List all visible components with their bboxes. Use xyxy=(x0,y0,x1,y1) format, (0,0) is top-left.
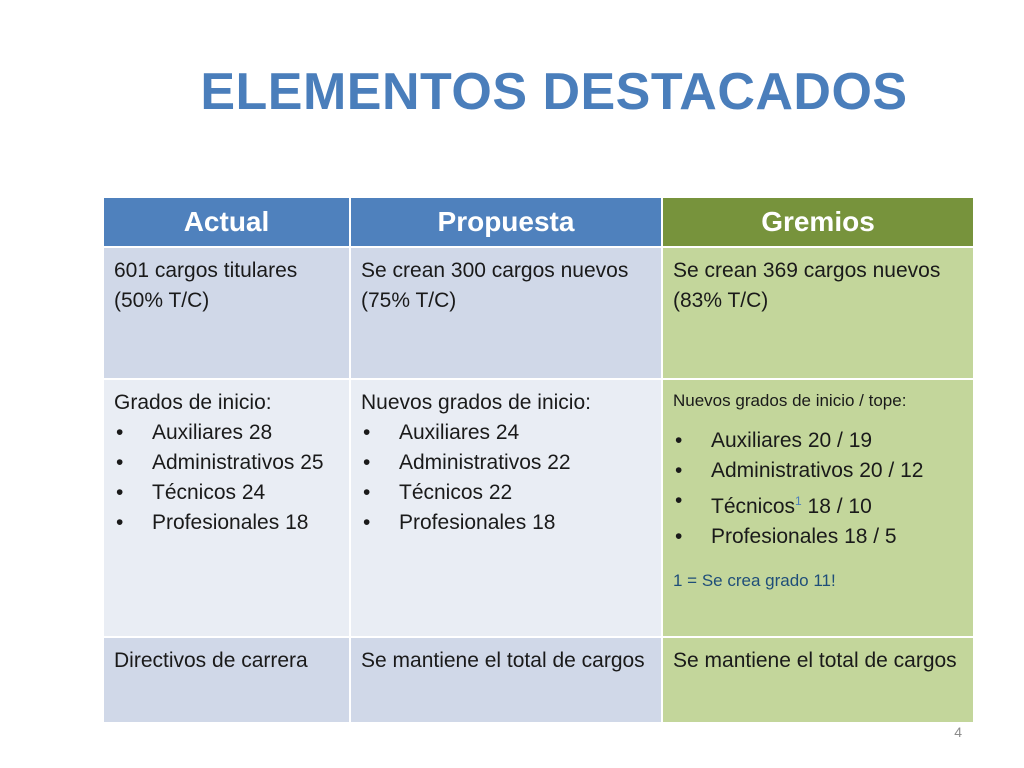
list-item: • Técnicos 24 xyxy=(152,478,339,508)
footnote: 1 = Se crea grado 11! xyxy=(673,571,836,590)
slide-title: ELEMENTOS DESTACADOS xyxy=(200,63,908,121)
table-row xyxy=(103,637,974,723)
cell-row2-propuesta xyxy=(350,379,662,637)
list-item: • Profesionales 18 / 5 xyxy=(711,522,963,552)
cell-row3-gremios: Se mantiene el total de cargos xyxy=(662,637,974,723)
list-item: • Administrativos 22 xyxy=(399,448,651,478)
tecnicos-label: Técnicos xyxy=(711,495,796,518)
list-item: • Auxiliares 28 xyxy=(152,418,339,448)
header-propuesta: Propuesta xyxy=(350,197,662,247)
header-actual: Actual xyxy=(103,197,350,247)
nuevos-grados-list xyxy=(361,418,651,538)
page-number: 4 xyxy=(954,724,962,740)
cell-row2-actual xyxy=(103,379,350,637)
gremios-grados-heading: Nuevos grados de inicio / tope: xyxy=(673,391,907,410)
table-header-row xyxy=(103,197,974,247)
gremios-grados-list xyxy=(673,426,963,552)
table-row xyxy=(103,247,974,379)
list-item: • Profesionales 18 xyxy=(399,508,651,538)
grados-list xyxy=(114,418,339,538)
header-gremios: Gremios xyxy=(662,197,974,247)
tecnicos-values: 18 / 10 xyxy=(801,495,872,518)
cell-row3-actual: Directivos de carrera xyxy=(103,637,350,723)
cell-row1-actual: 601 cargos titulares (50% T/C) xyxy=(103,247,350,379)
list-item: • Auxiliares 24 xyxy=(399,418,651,448)
list-item: • Administrativos 20 / 12 xyxy=(711,456,963,486)
table-row xyxy=(103,379,974,637)
list-item: • Administrativos 25 xyxy=(152,448,339,478)
list-item xyxy=(711,486,963,522)
cell-row2-gremios xyxy=(662,379,974,637)
cell-row1-propuesta: Se crean 300 cargos nuevos (75% T/C) xyxy=(350,247,662,379)
footnote-marker: 1 xyxy=(795,494,802,508)
list-item: • Auxiliares 20 / 19 xyxy=(711,426,963,456)
cell-row3-propuesta: Se mantiene el total de cargos xyxy=(350,637,662,723)
list-item: • Técnicos 22 xyxy=(399,478,651,508)
list-item: • Profesionales 18 xyxy=(152,508,339,538)
comparison-table xyxy=(102,196,975,724)
nuevos-grados-heading: Nuevos grados de inicio: xyxy=(361,391,591,414)
cell-row1-gremios: Se crean 369 cargos nuevos (83% T/C) xyxy=(662,247,974,379)
grados-heading: Grados de inicio: xyxy=(114,391,272,414)
